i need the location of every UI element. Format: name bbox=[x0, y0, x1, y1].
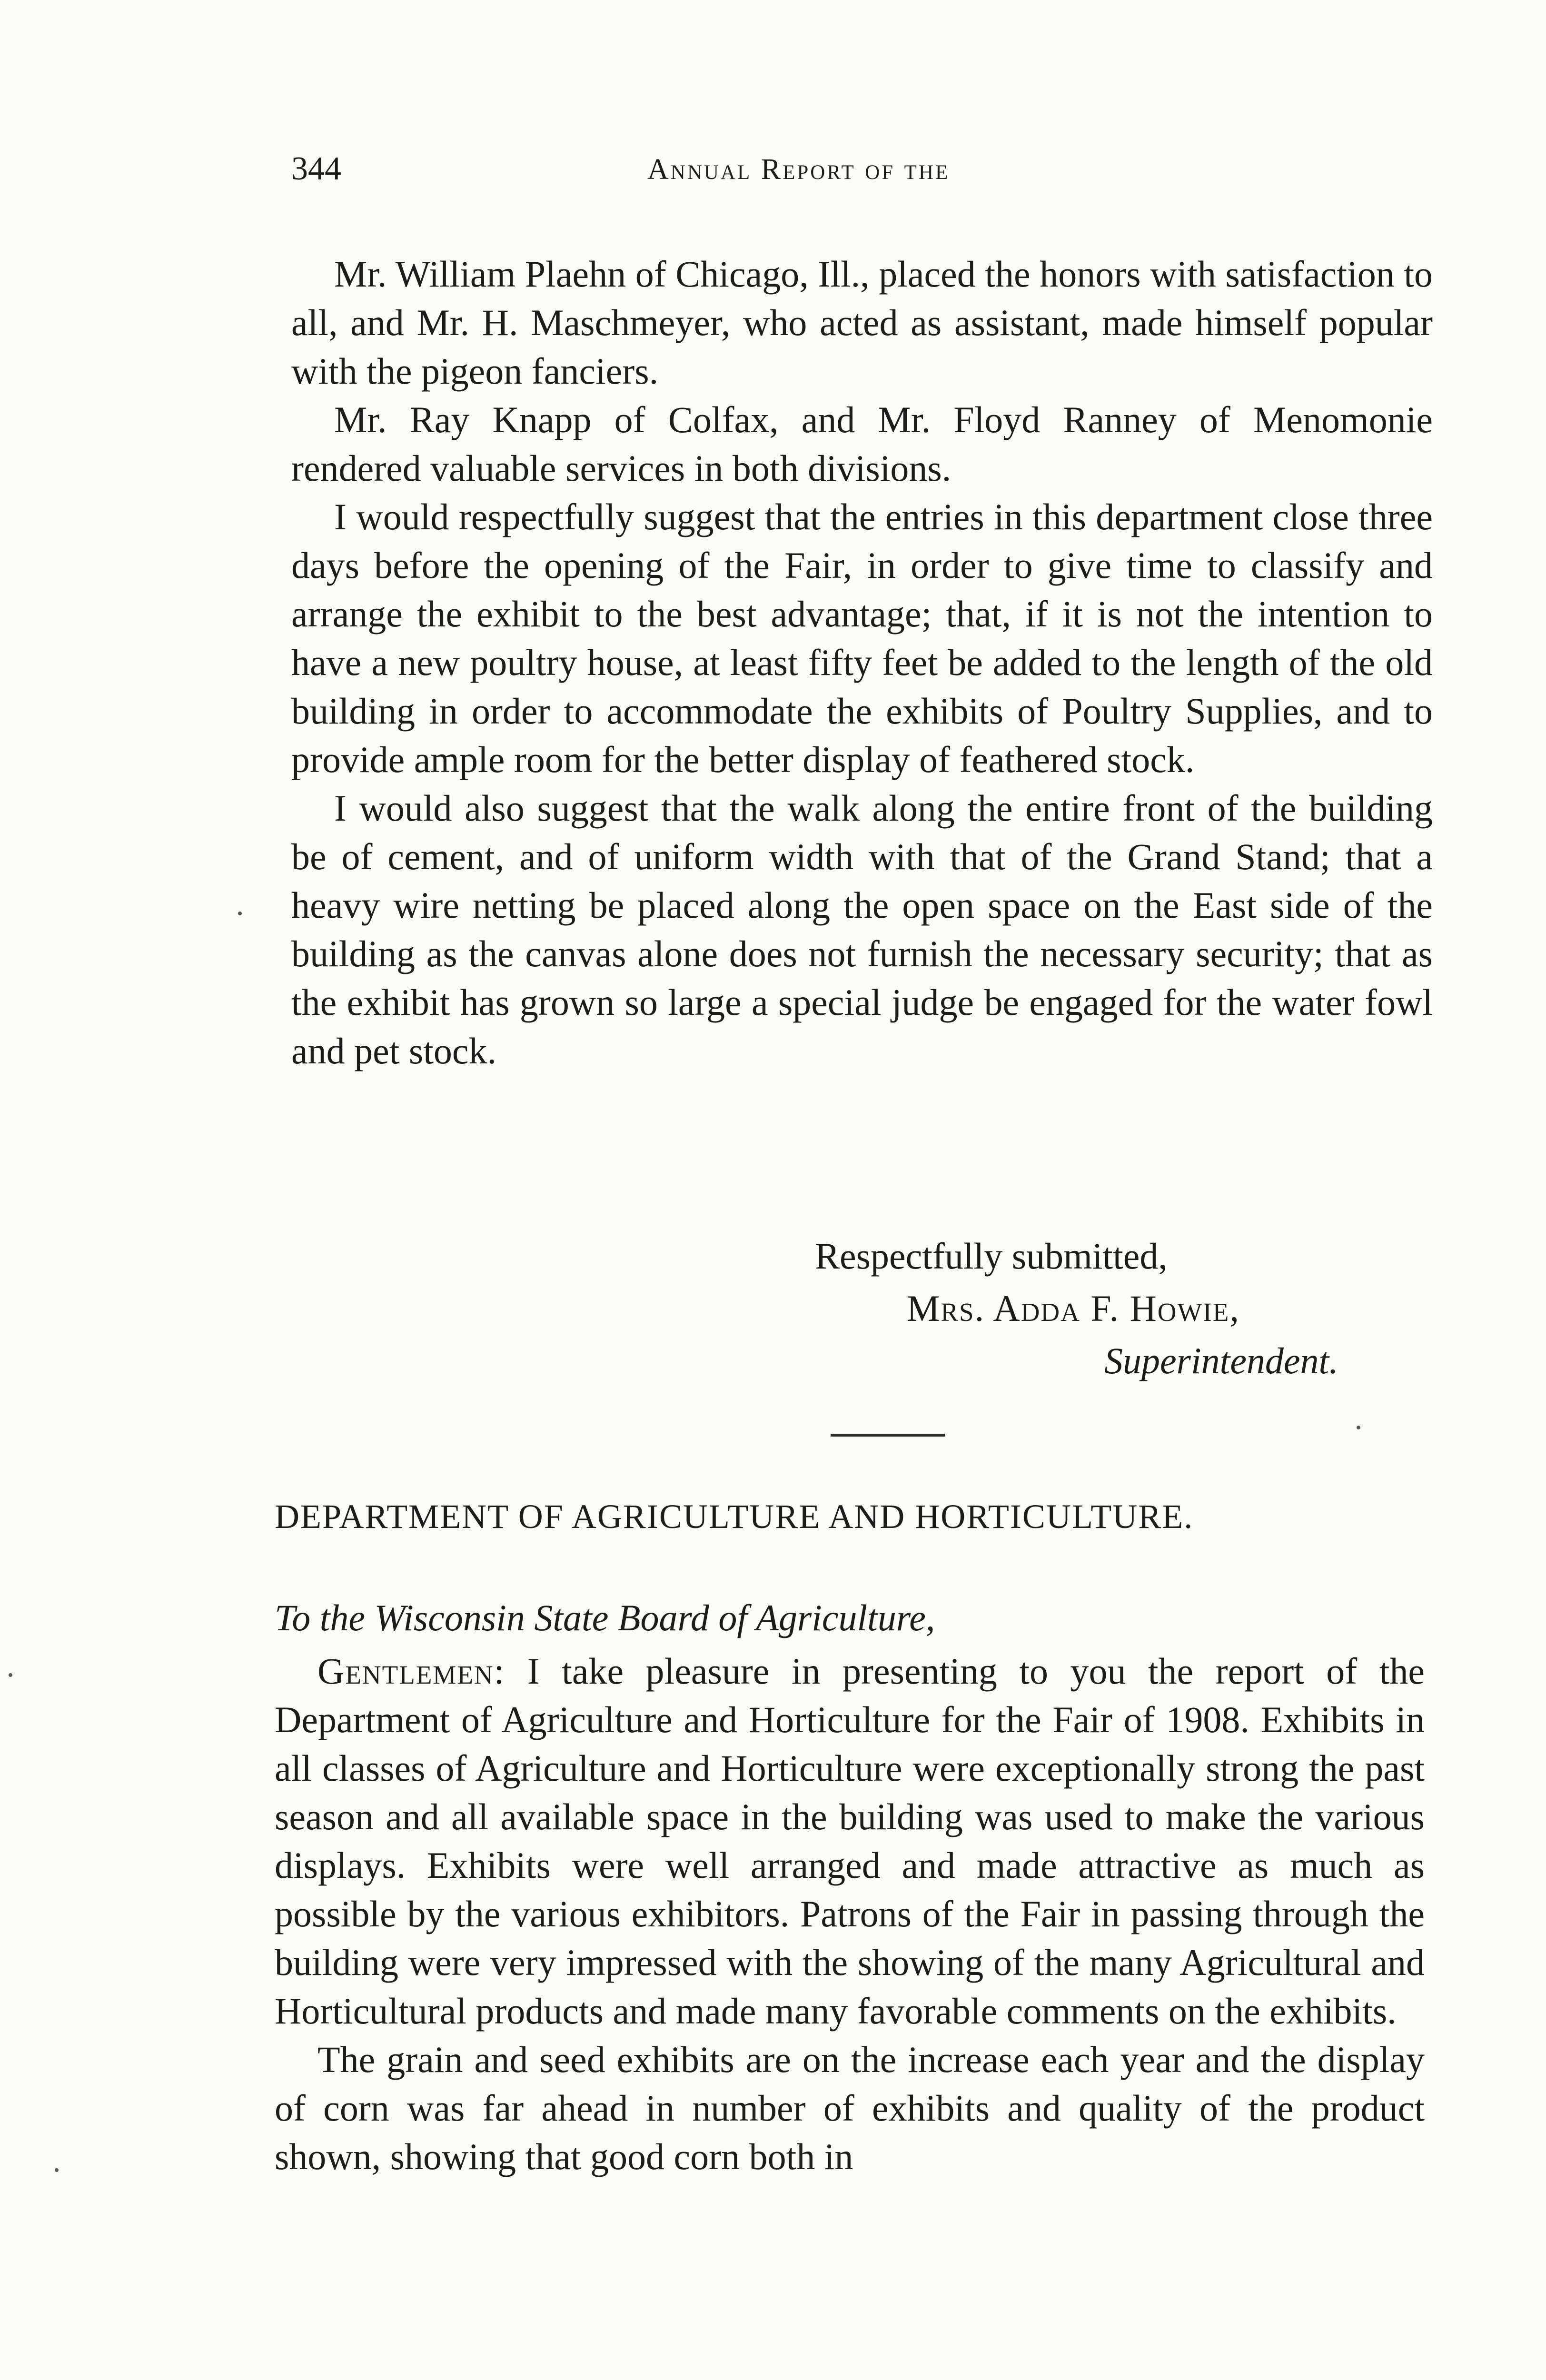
section-heading: DEPARTMENT OF AGRICULTURE AND HORTICULTURE. bbox=[275, 1497, 1194, 1536]
paragraph-body: I take pleasure in presenting to you the report of the Department of Agriculture and Horticulture for the Fair of 1908. Exhibits in all classes of Agriculture and Horticulture were exceptionally strong the past season and all available space in the building was used to make the various displays. Exhibits were well arranged and made attractive as much as possible by the various exhibitors. Patrons of the Fair in passing through the building were very impressed with the showing of the many Agricultural and Horticultural products and made many favorable comments on the exhibits. bbox=[275, 1650, 1425, 2032]
paragraph: I would respectfully suggest that the entries in this department close three days before the opening of the Fair, in order to give time to classify and arrange the exhibit to the best advantage; that, if it is not the intention to have a new poultry house, at least fifty feet be added to the length of the old building in order to accommodate the exhibits of Poultry Supplies, and to provide ample room for the better display of feathered stock. bbox=[291, 496, 1433, 780]
signature-name: Mrs. Adda F. Howie, bbox=[907, 1288, 1240, 1329]
paragraph: Mr. Ray Knapp of Colfax, and Mr. Floyd Ranney of Menomonie rendered valuable services in both divisions. bbox=[291, 399, 1433, 489]
scan-speck bbox=[55, 2168, 59, 2172]
paragraph: The grain and seed exhibits are on the increase each year and the display of corn was far ahead in number of exhibits and quality of the product shown, showing that good corn both in bbox=[275, 2039, 1425, 2177]
page-number: 344 bbox=[291, 150, 341, 187]
greeting: Gentlemen: bbox=[317, 1650, 505, 1692]
paragraph bbox=[275, 1647, 1425, 2035]
scan-speck bbox=[1357, 1426, 1360, 1429]
poultry-report-text bbox=[291, 250, 1433, 1075]
signature-title: Superintendent. bbox=[1104, 1340, 1338, 1381]
scan-speck bbox=[238, 912, 242, 915]
signature-closing: Respectfully submitted, bbox=[815, 1235, 1168, 1277]
section-divider bbox=[831, 1434, 945, 1437]
salutation: To the Wisconsin State Board of Agriculture, bbox=[275, 1597, 935, 1638]
scan-speck bbox=[9, 1673, 12, 1677]
paragraph: I would also suggest that the walk along the entire front of the building be of cement, and of uniform width with that of the Grand Stand; that a heavy wire netting be placed along the open space on the East side of the building as the canvas alone does not furnish the necessary security; that as the exhibit has grown so large a special judge be engaged for the water fowl and pet stock. bbox=[291, 787, 1433, 1071]
agriculture-report-text bbox=[275, 1647, 1425, 2181]
running-head: Annual Report of the bbox=[647, 153, 950, 186]
paragraph: Mr. William Plaehn of Chicago, Ill., placed the honors with satisfaction to all, and Mr. H. Maschmeyer, who acted as assistant, made himself popular with the pigeon fanciers. bbox=[291, 253, 1433, 392]
